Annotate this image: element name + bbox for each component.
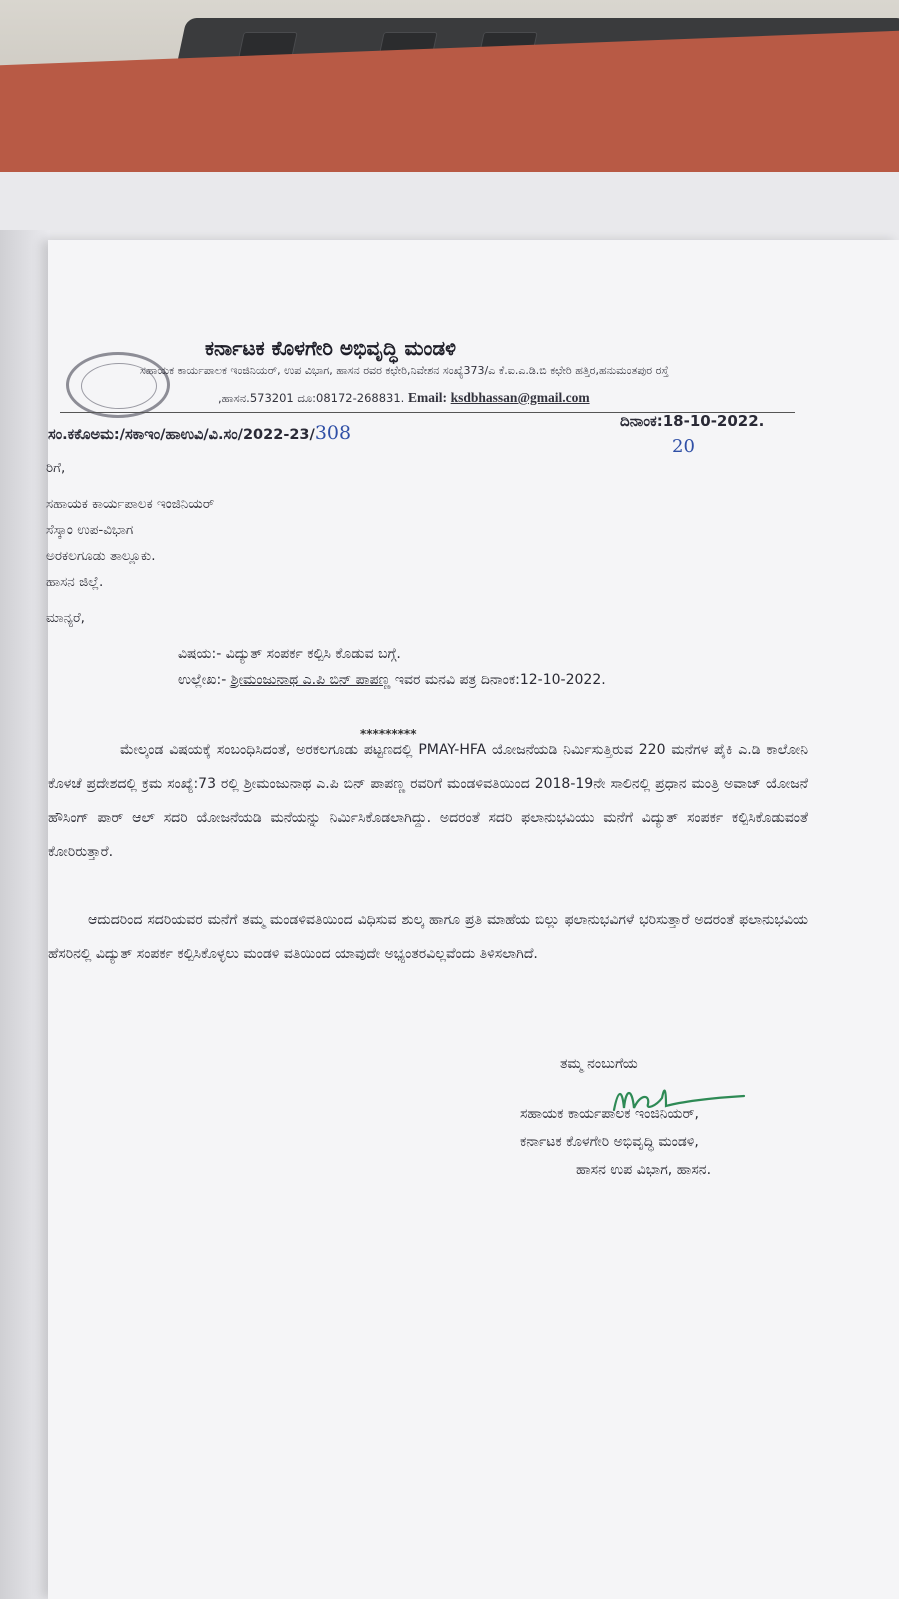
subject-text: ವಿದ್ಯುತ್ ಸಂಪರ್ಕ ಕಲ್ಪಿಸಿ ಕೊಡುವ ಬಗ್ಗೆ. (225, 646, 401, 662)
reference-number (48, 422, 351, 444)
separator-stars: ********* (360, 727, 417, 741)
reference-label: ಉಲ್ಲೇಖ:- (178, 672, 227, 688)
salutation: ಮಾನ್ಯರೆ, (46, 610, 85, 626)
date-handwritten: 20 (672, 436, 695, 457)
closing: ತಮ್ಮ ನಂಬುಗೆಯ (560, 1056, 638, 1072)
recipient-line: ಅರಕಲಗೂಡು ತಾಲ್ಲೂಕು. (46, 548, 156, 564)
subject-line (178, 646, 401, 662)
page-binding (0, 230, 50, 1599)
email-address: ksdbhassan@gmail.com (450, 390, 590, 405)
email-label: Email: (407, 390, 447, 405)
signatory-organization: ಕರ್ನಾಟಕ ಕೊಳಗೇರಿ ಅಭಿವೃದ್ಧಿ ಮಂಡಳಿ, (520, 1134, 699, 1150)
subject-label: ವಿಷಯ:- (178, 646, 222, 662)
seal-logo (66, 352, 170, 418)
reference-rest: ಇವರ ಮನವಿ ಪತ್ರ ದಿನಾಂಕ:12-10-2022. (394, 672, 606, 688)
reference-number-handwritten: 308 (314, 422, 352, 444)
recipient-line: ಹಾಸನ ಜಿಲ್ಲೆ. (46, 574, 104, 590)
reference-line (178, 672, 606, 688)
reference-number-printed: ಸಂ.ಕಕೊಅಮ:/ಸಕಾಇಂ/ಹಾಉವಿ/ವಿ.ಸಂ/2022-23/ (48, 427, 315, 443)
letterhead-address-line2 (218, 390, 590, 406)
letter-date: ದಿನಾಂಕ:18-10-2022. (620, 412, 765, 430)
body-paragraph-1: ಮೇಲ್ಕಂಡ ವಿಷಯಕ್ಕೆ ಸಂಬಂಧಿಸಿದಂತೆ, ಅರಕಲಗೂಡು ಪಟ್ಟಣದಲ್ಲಿ PMAY-HFA ಯೋಜನೆಯಡಿ ನಿರ್ಮಿಸುತ್ತಿರುವ 220 ಮನೆಗಳ ಪೈಕಿ ಎ.ಡಿ ಕಾಲೋನಿ ಕೊಳಚೆ ಪ್ರದೇಶದಲ್ಲಿ ಕ್ರಮ ಸಂಖ್ಯೆ:73 ರಲ್ಲಿ ಶ್ರೀಮಂಜುನಾಥ ಎ.ಪಿ ಬಿನ್ ಪಾಪಣ್ಣ ರವರಿಗೆ ಮಂಡಳಿವತಿಯಿಂದ 2018-19ನೇ ಸಾಲಿನಲ್ಲಿ ಪ್ರಧಾನ ಮಂತ್ರಿ ಅವಾಜ್ ಯೋಜನೆ ಹೌಸಿಂಗ್ ಪಾರ್ ಆಲ್ ಸದರಿ ಯೋಜನೆಯಡಿ ಮನೆಯನ್ನು ನಿರ್ಮಿಸಿಕೊಡಲಾಗಿದ್ದು. ಅದರಂತೆ ಸದರಿ ಫಲಾನುಭವಿಯು ಮನೆಗೆ ವಿದ್ಯುತ್ ಸಂಪರ್ಕ ಕಲ್ಪಿಸಿಕೊಡುವಂತೆ ಕೋರಿರುತ್ತಾರೆ. (48, 742, 808, 860)
recipient-line: ಸಹಾಯಕ ಕಾರ್ಯಪಾಲಕ ಇಂಜಿನಿಯರ್ (46, 496, 215, 512)
recipient-line: ಸೆಸ್ಕಾಂ ಉಪ-ವಿಭಾಗ (46, 522, 134, 538)
address-phone: ,ಹಾಸನ.573201 ದೂ:08172-268831. (218, 391, 405, 405)
signatory-title: ಸಹಾಯಕ ಕಾರ್ಯಪಾಲಕ ಇಂಜಿನಿಯರ್, (520, 1106, 699, 1122)
organization-name: ಕರ್ನಾಟಕ ಕೊಳಗೇರಿ ಅಭಿವೃದ್ಧಿ ಮಂಡಳಿ (205, 336, 456, 360)
letterhead-address-line1: ಸಹಾಯಕ ಕಾರ್ಯಪಾಲಕ ಇಂಜಿನಿಯರ್, ಉಪ ವಿಭಾಗ, ಹಾಸನ ರವರ ಕಛೇರಿ,ನಿವೇಶನ ಸಂಖ್ಯೆ373/ಎ ಕೆ.ಐ.ಎ.ಡಿ.ಬಿ ಕಛೇರಿ ಹತ್ತಿರ,ಹನುಮಂತಪುರ ರಸ್ತೆ (140, 364, 669, 377)
reference-name: ಶ್ರೀಮಂಜುನಾಥ ಎ.ಪಿ ಬಿನ್ ಪಾಪಣ್ಣ (230, 672, 391, 688)
recipient-to: ರಿಗೆ, (46, 460, 66, 476)
body-paragraph-2: ಆದುದರಿಂದ ಸದರಿಯವರ ಮನೆಗೆ ತಮ್ಮ ಮಂಡಳಿವತಿಯಿಂದ ವಿಧಿಸುವ ಶುಲ್ಕ ಹಾಗೂ ಪ್ರತಿ ಮಾಹೆಯ ಬಿಲ್ಲು ಫಲಾನುಭವಿಗಳೆ ಭರಿಸುತ್ತಾರೆ ಅದರಂತೆ ಫಲಾನುಭವಿಯ ಹೆಸರಿನಲ್ಲಿ ವಿದ್ಯುತ್ ಸಂಪರ್ಕ ಕಲ್ಪಿಸಿಕೊಳ್ಳಲು ಮಂಡಳಿ ವತಿಯಿಂದ ಯಾವುದೇ ಅಭ್ಯಂತರವಿಲ್ಲವೆಂದು ತಿಳಿಸಲಾಗಿದೆ. (48, 912, 808, 962)
signatory-office: ಹಾಸನ ಉಪ ವಿಭಾಗ, ಹಾಸನ. (576, 1162, 712, 1178)
